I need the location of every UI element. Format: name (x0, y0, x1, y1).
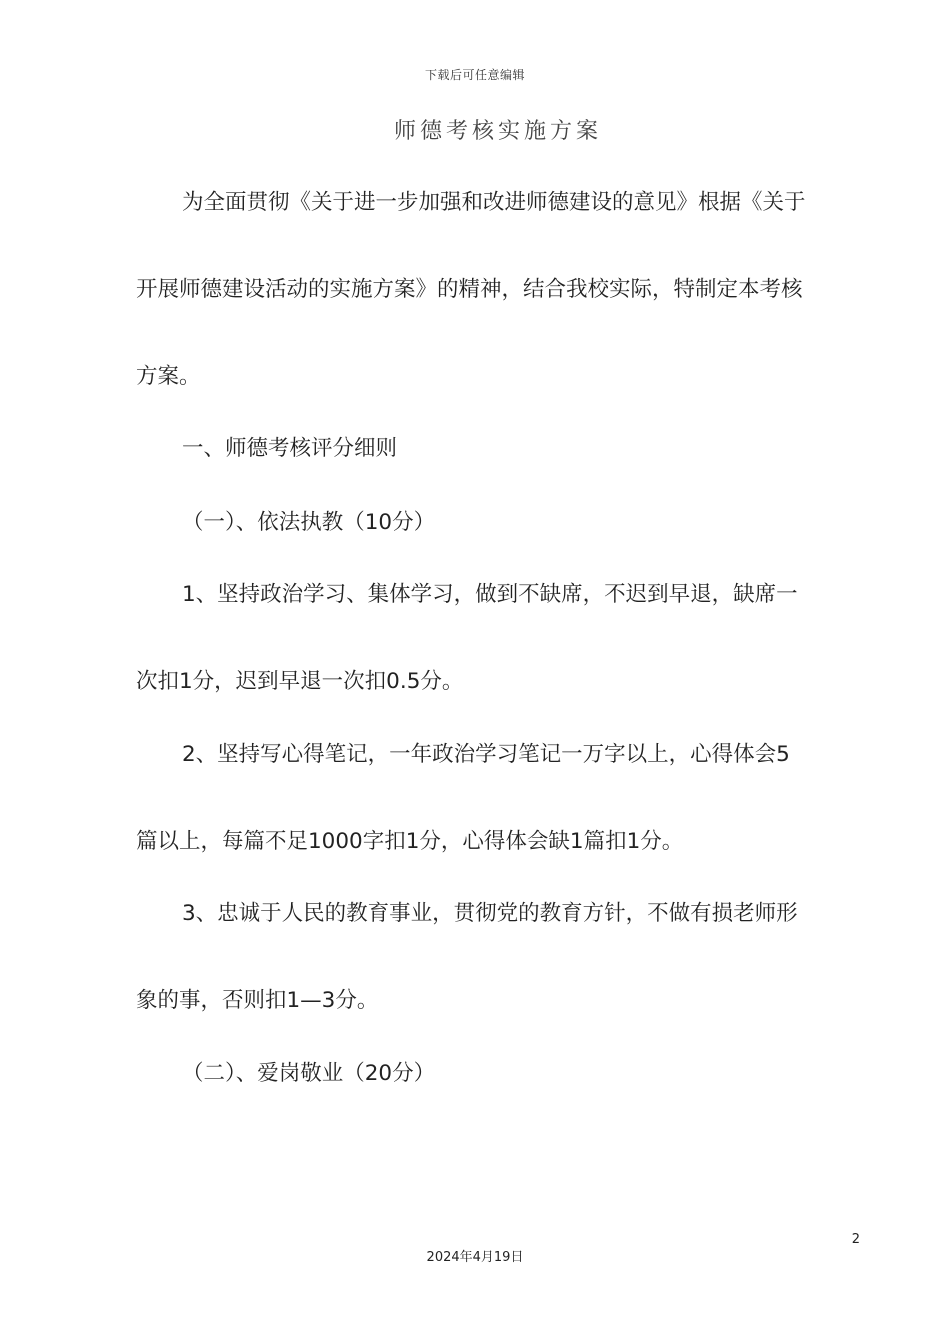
header-note: 下载后可任意编辑 (424, 68, 525, 82)
body-line-7: 篇以上，每篇不足1000字扣1分，心得体会缺1篇扣1分。 (136, 829, 684, 854)
subsection-heading-2: （二）、爱岗敬业（20分） (182, 1061, 436, 1086)
body-line-5: 次扣1分，迟到早退一次扣0.5分。 (136, 669, 464, 694)
body-line-2: 开展师德建设活动的实施方案》的精神，结合我校实际，特制定本考核 (136, 277, 803, 302)
body-line-9: 象的事，否则扣1—3分。 (136, 988, 379, 1013)
body-line-6: 2、坚持写心得笔记，一年政治学习笔记一万字以上，心得体会5 (182, 742, 790, 767)
body-line-4: 1、坚持政治学习、集体学习，做到不缺席，不迟到早退，缺席一 (182, 582, 798, 607)
body-line-3: 方案。 (136, 364, 201, 389)
body-line-1: 为全面贯彻《关于进一步加强和改进师德建设的意见》根据《关于 (182, 190, 806, 215)
footer-date: 2024年4月19日 (426, 1250, 524, 1265)
document-title: 师德考核实施方案 (393, 119, 602, 144)
section-heading: 一、师德考核评分细则 (182, 436, 398, 461)
body-line-8: 3、忠诚于人民的教育事业，贯彻党的教育方针，不做有损老师形 (182, 901, 798, 926)
subsection-heading-1: （一）、依法执教（10分） (182, 510, 436, 535)
page-number: 2 (851, 1232, 860, 1247)
